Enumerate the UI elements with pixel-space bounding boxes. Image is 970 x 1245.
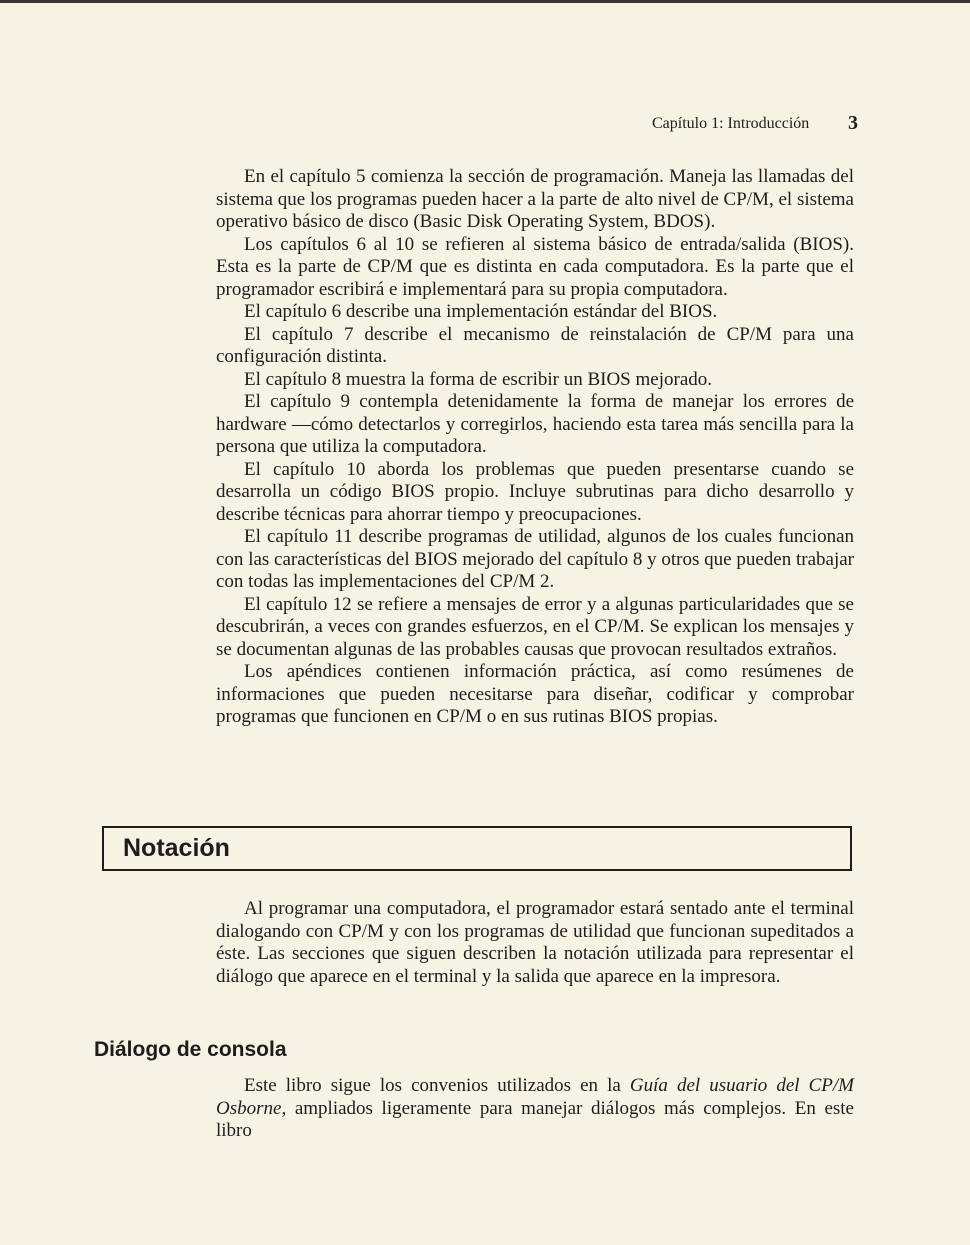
paragraph: En el capítulo 5 comienza la sección de programación. Maneja las llamadas del sistema que los programas pueden hacer a la parte de alto nivel de CP/M, el sistema operativo básico de disco (Basic Disk Operating System, BDOS). (216, 166, 854, 232)
paragraph: El capítulo 7 describe el mecanismo de reinstalación de CP/M para una configuración distinta. (216, 323, 854, 367)
subsection-title: Diálogo de consola (94, 1038, 287, 1061)
page-top-edge (0, 0, 970, 3)
running-title: Capítulo 1: Introducción (652, 115, 810, 132)
paragraph: Los capítulos 6 al 10 se refieren al sistema básico de entrada/salida (BIOS). Esta es la parte de CP/M que es distinta en cada computadora. Es la parte que el programador escribirá e implementará para su propia computadora. (216, 233, 854, 300)
section-title: Notación (123, 834, 230, 862)
notation-section (216, 898, 854, 988)
paragraph: El capítulo 6 describe una implementación estándar del BIOS. (244, 301, 718, 322)
paragraph: El capítulo 10 aborda los problemas que pueden presentarse cuando se desarrolla un código BIOS propio. Incluye subrutinas para dicho desarrollo y describe técnicas para ahorrar tiempo y preocupaciones. (216, 458, 854, 525)
paragraph (216, 1075, 854, 1143)
book-title: Guía del usuario del CP/M Osborne, (216, 1075, 854, 1119)
paragraph: El capítulo 9 contempla detenidamente la forma de manejar los errores de hardware —cómo detectarlos y corregirlos, haciendo esta tarea más sencilla para la persona que utiliza la computadora. (216, 391, 854, 457)
console-dialog-section (216, 1075, 854, 1143)
text-run: ampliados ligeramente para manejar diálogos más complejos. En este libro (216, 1097, 854, 1141)
paragraph: El capítulo 12 se refiere a mensajes de error y a algunas particularidades que se descubrirán, a veces con grandes esfuerzos, en el CP/M. Se explican los mensajes y se documentan algunas de las probables causas que provocan resultados extraños. (216, 593, 854, 660)
intro-section (216, 166, 854, 729)
paragraph: El capítulo 11 describe programas de utilidad, algunos de los cuales funcionan con las características del BIOS mejorado del capítulo 8 y otros que pueden trabajar con todas las implementaciones del CP/M 2. (216, 526, 854, 592)
paragraph: Al programar una computadora, el programador estará sentado ante el terminal dialogando con CP/M y con los programas de utilidad que funcionan supeditados a éste. Las secciones que siguen describen la notación utilizada para representar el diálogo que aparece en el terminal y la salida que aparece en la impresora. (216, 898, 854, 987)
paragraph: El capítulo 8 muestra la forma de escribir un BIOS mejorado. (244, 368, 713, 390)
section-heading-box (102, 826, 852, 871)
paragraph: Los apéndices contienen información práctica, así como resúmenes de informaciones que pueden necesitarse para diseñar, codificar y comprobar programas que funcionen en CP/M o en sus rutinas BIOS propias. (216, 661, 854, 727)
page-number: 3 (848, 112, 858, 134)
text-run: Este libro sigue los convenios utilizados en la (244, 1075, 630, 1096)
